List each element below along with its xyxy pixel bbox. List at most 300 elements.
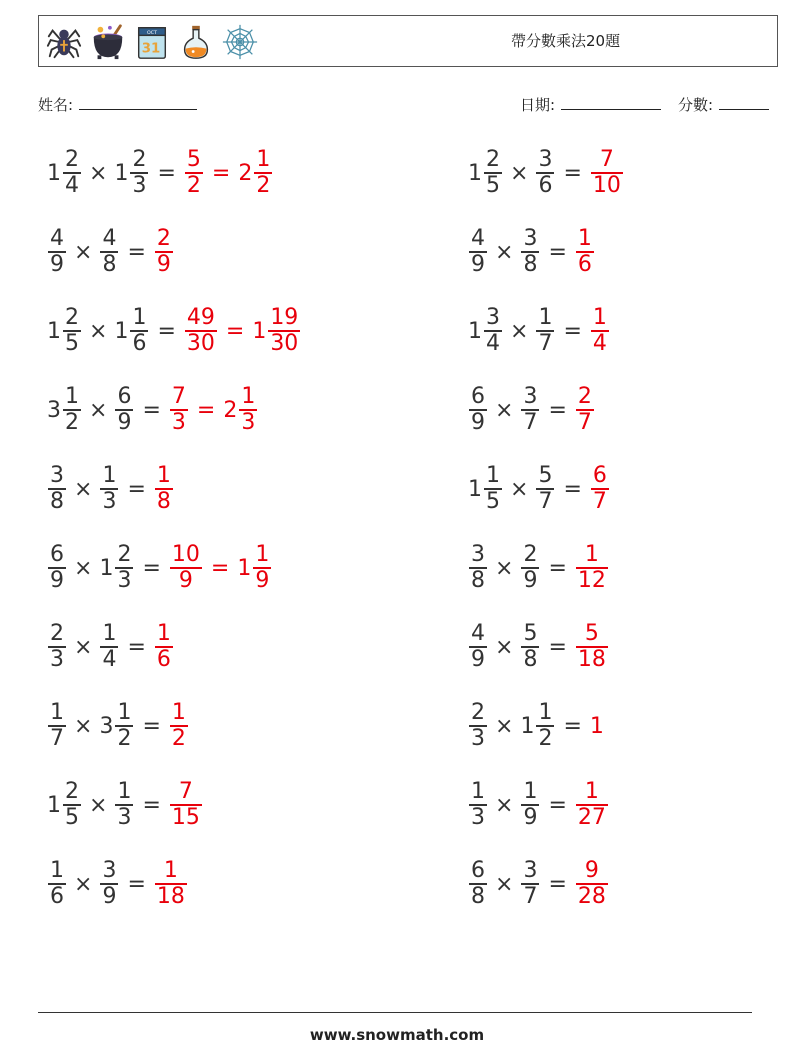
answer-fraction	[170, 385, 188, 435]
problem-row	[47, 775, 203, 835]
fraction	[469, 385, 487, 435]
numerator: 4	[102, 226, 117, 251]
fraction	[130, 306, 148, 356]
problem-row	[47, 301, 301, 361]
denominator: 4	[102, 647, 117, 672]
date-field[interactable]	[520, 94, 661, 116]
problem-row	[47, 380, 258, 440]
times-sign: ×	[89, 792, 108, 818]
fraction	[63, 385, 81, 435]
problem-row	[47, 538, 272, 598]
answer	[590, 464, 610, 514]
numerator: 19	[270, 305, 299, 330]
problem-row	[468, 380, 595, 440]
problem-row	[47, 617, 174, 677]
fraction	[484, 148, 502, 198]
equals-sign: =	[142, 713, 161, 739]
answer	[575, 780, 609, 830]
operand-b	[99, 701, 134, 751]
answer-mixed-number	[223, 385, 258, 435]
fraction	[115, 701, 133, 751]
whole-number: 1	[47, 792, 61, 818]
times-sign: ×	[74, 555, 93, 581]
numerator: 6	[592, 463, 607, 488]
numerator: 2	[117, 542, 132, 567]
fraction	[48, 227, 66, 277]
numerator: 1	[486, 463, 500, 488]
times-sign: ×	[495, 555, 514, 581]
whole-number: 2	[238, 160, 253, 186]
answer-equals-sign: =	[225, 318, 245, 344]
numerator: 3	[471, 542, 485, 567]
denominator: 5	[65, 331, 79, 356]
numerator: 49	[186, 305, 215, 330]
score-field[interactable]	[678, 94, 769, 116]
operand-a	[47, 543, 67, 593]
times-sign: ×	[495, 239, 514, 265]
numerator: 4	[471, 621, 485, 646]
equals-sign: =	[157, 318, 176, 344]
numerator: 4	[471, 226, 485, 251]
operand-b	[535, 148, 555, 198]
numerator: 5	[523, 621, 538, 646]
answer	[590, 714, 605, 739]
fraction	[115, 385, 133, 435]
fraction	[63, 148, 81, 198]
name-field[interactable]	[38, 94, 197, 116]
denominator: 3	[117, 568, 132, 593]
fraction	[536, 148, 554, 198]
problem-row	[468, 696, 605, 756]
fraction	[100, 622, 118, 672]
answer	[184, 148, 273, 198]
answer-mixed-number	[237, 543, 272, 593]
footer-url: www.snowmath.com	[309, 1026, 485, 1044]
calendar-day: 31	[141, 41, 161, 57]
problem-row	[47, 222, 174, 282]
answer-fraction	[591, 464, 609, 514]
denominator: 9	[50, 252, 64, 277]
answer-fraction	[155, 227, 173, 277]
fraction	[268, 306, 300, 356]
numerator: 2	[523, 542, 538, 567]
denominator: 5	[65, 805, 79, 830]
answer	[169, 385, 258, 435]
equals-sign: =	[548, 792, 567, 818]
operand-b	[520, 780, 540, 830]
icon-strip	[45, 22, 259, 62]
operand-b	[99, 622, 119, 672]
numerator: 3	[538, 147, 553, 172]
numerator: 2	[156, 226, 171, 251]
numerator: 3	[50, 463, 64, 488]
numerator: 5	[186, 147, 201, 172]
numerator: 1	[256, 147, 271, 172]
fraction	[100, 464, 118, 514]
numerator: 6	[471, 384, 485, 409]
answer-whole: 1	[589, 713, 604, 739]
numerator: 2	[486, 147, 500, 172]
problem-row	[468, 143, 624, 203]
operand-a	[47, 306, 82, 356]
operand-a	[468, 148, 503, 198]
denominator: 3	[50, 647, 64, 672]
name-blank[interactable]	[79, 95, 197, 110]
denominator: 4	[592, 331, 607, 356]
answer-fraction	[576, 622, 608, 672]
answer	[154, 227, 174, 277]
denominator: 2	[538, 726, 553, 751]
fraction	[521, 780, 539, 830]
fraction	[469, 701, 487, 751]
fraction	[521, 622, 539, 672]
numerator: 3	[486, 305, 500, 330]
answer-fraction	[155, 859, 187, 909]
denominator: 7	[538, 331, 553, 356]
fraction	[469, 543, 487, 593]
denominator: 6	[132, 331, 147, 356]
numerator: 9	[584, 858, 599, 883]
numerator: 2	[65, 147, 79, 172]
spiderweb-icon	[221, 23, 259, 61]
numerator: 1	[241, 384, 256, 409]
times-sign: ×	[89, 160, 108, 186]
numerator: 1	[592, 305, 607, 330]
denominator: 3	[132, 173, 147, 198]
answer-fraction	[576, 227, 594, 277]
denominator: 3	[117, 805, 132, 830]
operand-b	[114, 148, 149, 198]
numerator: 7	[178, 779, 193, 804]
numerator: 1	[102, 621, 117, 646]
problem-row	[47, 143, 273, 203]
answer-fraction	[170, 780, 202, 830]
fraction	[536, 306, 554, 356]
answer-fraction	[170, 701, 188, 751]
operand-b	[99, 859, 119, 909]
denominator: 5	[486, 489, 500, 514]
denominator: 9	[471, 647, 485, 672]
numerator: 6	[471, 858, 485, 883]
answer-equals-sign: =	[211, 160, 231, 186]
denominator: 2	[186, 173, 201, 198]
numerator: 1	[156, 621, 171, 646]
denominator: 8	[156, 489, 171, 514]
operand-b	[520, 385, 540, 435]
times-sign: ×	[495, 713, 514, 739]
name-label: 姓名:	[38, 96, 74, 114]
denominator: 8	[50, 489, 64, 514]
operand-b	[99, 464, 119, 514]
equals-sign: =	[157, 160, 176, 186]
whole-number: 1	[520, 713, 535, 739]
denominator: 7	[50, 726, 64, 751]
fraction	[48, 622, 66, 672]
numerator: 1	[538, 305, 553, 330]
answer-fraction	[576, 859, 608, 909]
fraction	[469, 227, 487, 277]
times-sign: ×	[495, 871, 514, 897]
problem-row	[47, 459, 174, 519]
whole-number: 1	[47, 318, 61, 344]
denominator: 15	[171, 805, 200, 830]
operand-a	[468, 780, 488, 830]
operand-b	[535, 306, 555, 356]
denominator: 18	[577, 647, 606, 672]
numerator: 2	[577, 384, 592, 409]
denominator: 7	[523, 410, 538, 435]
times-sign: ×	[495, 397, 514, 423]
denominator: 9	[50, 568, 64, 593]
numerator: 10	[171, 542, 200, 567]
numerator: 6	[117, 384, 132, 409]
times-sign: ×	[74, 476, 93, 502]
fraction	[469, 859, 487, 909]
denominator: 6	[538, 173, 553, 198]
operand-b	[520, 701, 555, 751]
denominator: 9	[156, 252, 171, 277]
denominator: 3	[171, 410, 186, 435]
denominator: 8	[471, 884, 485, 909]
denominator: 9	[471, 252, 485, 277]
fraction	[253, 543, 271, 593]
fraction	[536, 464, 554, 514]
denominator: 3	[471, 805, 485, 830]
fraction	[130, 148, 148, 198]
numerator: 1	[255, 542, 270, 567]
denominator: 8	[102, 252, 117, 277]
operand-a	[468, 859, 488, 909]
times-sign: ×	[74, 713, 93, 739]
fraction	[48, 543, 66, 593]
problem-row	[468, 854, 609, 914]
denominator: 4	[65, 173, 79, 198]
operand-a	[468, 306, 503, 356]
operand-a	[47, 464, 67, 514]
answer-fraction	[576, 780, 608, 830]
numerator: 1	[577, 226, 592, 251]
operand-b	[114, 780, 134, 830]
equals-sign: =	[548, 397, 567, 423]
problem-row	[468, 538, 609, 598]
numerator: 1	[584, 779, 599, 804]
numerator: 3	[523, 858, 538, 883]
answer	[154, 464, 174, 514]
times-sign: ×	[495, 634, 514, 660]
worksheet-title: 帶分數乘法20題	[511, 32, 621, 50]
denominator: 28	[577, 884, 606, 909]
operand-a	[468, 464, 503, 514]
cauldron-icon	[89, 23, 127, 61]
answer-mixed-number	[238, 148, 273, 198]
denominator: 6	[156, 647, 171, 672]
answer-equals-sign: =	[196, 397, 216, 423]
answer	[575, 622, 609, 672]
denominator: 9	[523, 568, 538, 593]
numerator: 1	[132, 305, 147, 330]
equals-sign: =	[563, 318, 582, 344]
denominator: 2	[171, 726, 186, 751]
operand-b	[99, 543, 134, 593]
whole-number: 1	[468, 476, 482, 502]
problem-row	[468, 775, 609, 835]
denominator: 9	[471, 410, 485, 435]
whole-number: 1	[47, 160, 61, 186]
numerator: 2	[50, 621, 64, 646]
footer-divider	[38, 1012, 752, 1013]
equals-sign: =	[548, 239, 567, 265]
numerator: 1	[471, 779, 485, 804]
fraction	[63, 780, 81, 830]
fraction	[254, 148, 272, 198]
equals-sign: =	[142, 792, 161, 818]
numerator: 2	[65, 779, 79, 804]
whole-number: 1	[237, 555, 252, 581]
whole-number: 1	[468, 160, 482, 186]
calendar-icon	[133, 23, 171, 61]
answer	[575, 385, 595, 435]
answer	[169, 701, 189, 751]
whole-number: 3	[47, 397, 61, 423]
operand-a	[468, 622, 488, 672]
denominator: 8	[523, 647, 538, 672]
operand-b	[114, 385, 134, 435]
numerator: 1	[163, 858, 178, 883]
score-blank[interactable]	[719, 95, 769, 110]
denominator: 8	[523, 252, 538, 277]
operand-a	[47, 859, 67, 909]
numerator: 1	[65, 384, 79, 409]
numerator: 1	[523, 779, 538, 804]
fraction	[469, 780, 487, 830]
fraction	[239, 385, 257, 435]
denominator: 12	[577, 568, 606, 593]
fraction	[521, 859, 539, 909]
operand-a	[468, 385, 488, 435]
fraction	[115, 780, 133, 830]
operand-a	[47, 780, 82, 830]
numerator: 1	[102, 463, 117, 488]
answer-fraction	[185, 306, 217, 356]
equals-sign: =	[127, 476, 146, 502]
whole-number: 1	[468, 318, 482, 344]
numerator: 1	[538, 700, 553, 725]
denominator: 5	[486, 173, 500, 198]
fraction	[469, 622, 487, 672]
numerator: 1	[117, 779, 132, 804]
date-label: 日期:	[520, 96, 556, 114]
operand-a	[47, 227, 67, 277]
operand-b	[520, 227, 540, 277]
denominator: 9	[255, 568, 270, 593]
denominator: 2	[256, 173, 271, 198]
date-blank[interactable]	[561, 95, 661, 110]
whole-number: 3	[99, 713, 114, 739]
numerator: 6	[50, 542, 64, 567]
equals-sign: =	[548, 555, 567, 581]
numerator: 5	[584, 621, 599, 646]
numerator: 2	[132, 147, 147, 172]
denominator: 7	[538, 489, 553, 514]
score-label: 分數:	[678, 96, 714, 114]
equals-sign: =	[548, 871, 567, 897]
operand-a	[468, 701, 488, 751]
answer-fraction	[591, 148, 623, 198]
denominator: 8	[471, 568, 485, 593]
fraction	[484, 464, 502, 514]
numerator: 7	[171, 384, 186, 409]
whole-number: 2	[223, 397, 238, 423]
fraction	[48, 701, 66, 751]
whole-number: 1	[252, 318, 267, 344]
answer	[575, 859, 609, 909]
equals-sign: =	[127, 239, 146, 265]
fraction	[536, 701, 554, 751]
problem-row	[47, 854, 188, 914]
calendar-month: OCT	[147, 30, 157, 36]
denominator: 10	[592, 173, 621, 198]
answer-fraction	[576, 543, 608, 593]
denominator: 6	[50, 884, 64, 909]
answer	[169, 543, 272, 593]
numerator: 1	[117, 700, 132, 725]
problem-row	[468, 301, 610, 361]
denominator: 7	[523, 884, 538, 909]
operand-b	[114, 306, 149, 356]
whole-number: 1	[114, 160, 129, 186]
times-sign: ×	[495, 792, 514, 818]
operand-b	[520, 543, 540, 593]
answer	[154, 859, 188, 909]
whole-number: 1	[114, 318, 129, 344]
operand-b	[99, 227, 119, 277]
numerator: 1	[50, 858, 64, 883]
denominator: 9	[178, 568, 193, 593]
answer	[575, 227, 595, 277]
answer	[154, 622, 174, 672]
times-sign: ×	[89, 318, 108, 344]
equals-sign: =	[548, 634, 567, 660]
times-sign: ×	[89, 397, 108, 423]
times-sign: ×	[510, 476, 529, 502]
denominator: 6	[577, 252, 592, 277]
answer-fraction	[185, 148, 203, 198]
problem-row	[468, 222, 595, 282]
answer	[575, 543, 609, 593]
operand-a	[468, 543, 488, 593]
times-sign: ×	[510, 318, 529, 344]
denominator: 9	[117, 410, 132, 435]
problem-row	[468, 617, 609, 677]
fraction	[48, 464, 66, 514]
answer	[590, 148, 624, 198]
fraction	[100, 227, 118, 277]
answer-fraction	[591, 306, 609, 356]
numerator: 1	[50, 700, 64, 725]
answer-fraction	[170, 543, 202, 593]
denominator: 7	[592, 489, 607, 514]
denominator: 3	[241, 410, 256, 435]
numerator: 5	[538, 463, 553, 488]
answer	[169, 780, 203, 830]
equals-sign: =	[563, 476, 582, 502]
equals-sign: =	[563, 713, 582, 739]
answer	[184, 306, 301, 356]
equals-sign: =	[142, 555, 161, 581]
denominator: 3	[102, 489, 117, 514]
fraction	[521, 385, 539, 435]
numerator: 3	[102, 858, 117, 883]
